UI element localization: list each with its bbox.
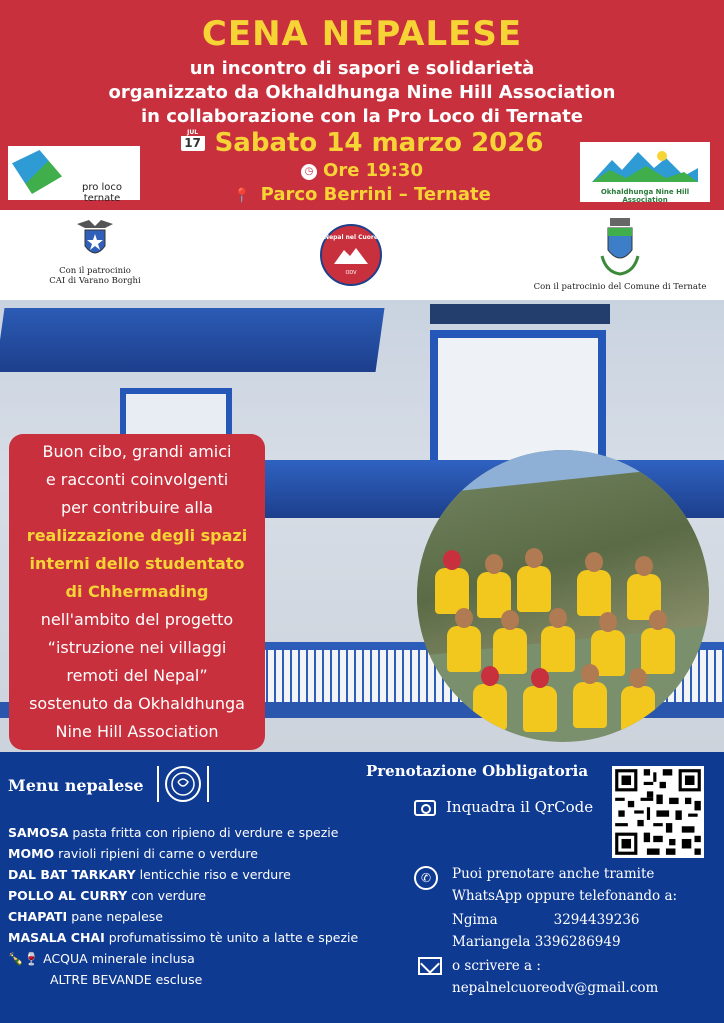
- menu-item: MASALA CHAI profumatissimo tè unito a latte e spezie: [8, 930, 359, 945]
- cai-emblem-icon: [75, 218, 115, 262]
- nepal-nel-cuore-text: Nepal nel Cuore: [324, 234, 378, 241]
- mountains-logo-icon: [592, 148, 698, 182]
- menu-list: [8, 822, 368, 990]
- pro-loco-logo-icon: [12, 150, 62, 194]
- subtitle-line-2: organizzato da Okhaldhunga Nine Hill Association: [108, 82, 616, 103]
- contact-mariangela: Mariangela 3396286949: [452, 934, 621, 950]
- drinks-included: 🍾🍷 ACQUA minerale inclusa: [8, 951, 195, 966]
- window-right: [430, 330, 606, 468]
- menu-item: POLLO AL CURRY con verdure: [8, 888, 207, 903]
- event-time: Ore 19:30: [323, 160, 423, 181]
- comune-patronage: [520, 216, 720, 292]
- desc-line: Nine Hill Association: [55, 722, 219, 741]
- mountain-heart-icon: [334, 246, 368, 264]
- desc-line-highlight: realizzazione degli spazi: [26, 526, 248, 545]
- event-date: Sabato 14 marzo 2026: [214, 128, 544, 158]
- patronage-strip: [0, 210, 724, 300]
- desc-line: remoti del Nepal”: [66, 666, 208, 685]
- phone-icon: ✆: [414, 866, 438, 890]
- child-figure: [577, 570, 611, 616]
- email-icon: [418, 957, 442, 975]
- menu-item: SAMOSA pasta fritta con ripieno di verdure e spezie: [8, 825, 339, 840]
- okhaldhunga-logo-text: Okhaldhunga Nine Hill Association: [600, 188, 690, 204]
- booking-line-2: WhatsApp oppure telefonando a:: [452, 888, 678, 904]
- drinks-icon: 🍾🍷: [8, 951, 40, 966]
- child-figure: [473, 684, 507, 730]
- nepal-nel-cuore-logo: [320, 224, 382, 286]
- blue-roof-left: [0, 308, 384, 372]
- comune-ternate-emblem-icon: [596, 216, 644, 278]
- children-group-photo: [417, 450, 709, 742]
- cai-patronage-line-2: CAI di Varano Borghi: [49, 276, 141, 286]
- project-description-box: [9, 434, 265, 750]
- menu-item: DAL BAT TARKARY lenticchie riso e verdure: [8, 867, 291, 882]
- desc-line: per contribuire alla: [60, 498, 214, 517]
- cai-patronage: [40, 218, 150, 286]
- desc-line: “istruzione nei villaggi: [47, 638, 227, 657]
- info-section: [0, 752, 724, 1023]
- desc-line: sostenuto da Okhaldhunga: [29, 694, 245, 713]
- phone-number-ngima[interactable]: 3294439236: [553, 912, 640, 928]
- plate-cutlery-icon: [154, 762, 212, 806]
- desc-line: nell'ambito del progetto: [40, 610, 234, 629]
- poster-header: [0, 0, 724, 210]
- child-figure: [541, 626, 575, 672]
- booking-line-1: Puoi prenotare anche tramite: [452, 866, 655, 882]
- clock-icon: ◷: [301, 164, 317, 180]
- calendar-icon: JUL 17: [181, 129, 205, 151]
- booking-title: Prenotazione Obbligatoria: [366, 762, 589, 780]
- event-place: Parco Berrini – Ternate: [260, 184, 491, 205]
- child-figure: [447, 626, 481, 672]
- comune-patronage-text: Con il patrocinio del Comune di Ternate: [533, 282, 707, 292]
- camera-icon: [414, 800, 436, 816]
- child-figure: [573, 682, 607, 728]
- okhaldhunga-logo: [580, 142, 710, 202]
- drinks-excluded: ALTRE BEVANDE escluse: [50, 972, 203, 987]
- email-label: o scrivere a :: [452, 958, 541, 974]
- child-figure: [641, 628, 675, 674]
- child-figure: [493, 628, 527, 674]
- blue-roof-right: [430, 304, 610, 324]
- phone-number-mariangela[interactable]: 3396286949: [534, 934, 621, 950]
- contact-ngima: Ngima 3294439236: [452, 912, 640, 928]
- child-figure: [621, 686, 655, 732]
- menu-item: MOMO ravioli ripieni di carne o verdure: [8, 846, 258, 861]
- qr-instruction: Inquadra il QrCode: [446, 798, 594, 816]
- qr-code[interactable]: [612, 766, 704, 858]
- cai-patronage-line-1: Con il patrocinio: [59, 266, 131, 276]
- subtitle-line-3: in collaborazione con la Pro Loco di Ternate: [141, 106, 583, 127]
- menu-item: CHAPATI pane nepalese: [8, 909, 163, 924]
- desc-line: e racconti coinvolgenti: [45, 470, 229, 489]
- child-figure: [517, 566, 551, 612]
- email-address[interactable]: nepalnelcuoreodv@gmail.com: [452, 980, 659, 996]
- location-pin-icon: 📍: [233, 188, 251, 204]
- menu-title: Menu nepalese: [8, 776, 144, 795]
- pro-loco-logo: [8, 146, 140, 204]
- desc-line-highlight: di Chhermading: [65, 582, 209, 601]
- desc-line-highlight: interni dello studentato: [29, 554, 245, 573]
- child-figure: [523, 686, 557, 732]
- subtitle-line-1: un incontro di sapori e solidarietà: [189, 58, 535, 79]
- odv-text: ODV: [345, 270, 357, 276]
- pro-loco-logo-text: pro loco ternate: [81, 182, 123, 204]
- desc-line: Buon cibo, grandi amici: [42, 442, 232, 461]
- event-title: CENA NEPALESE: [201, 14, 523, 54]
